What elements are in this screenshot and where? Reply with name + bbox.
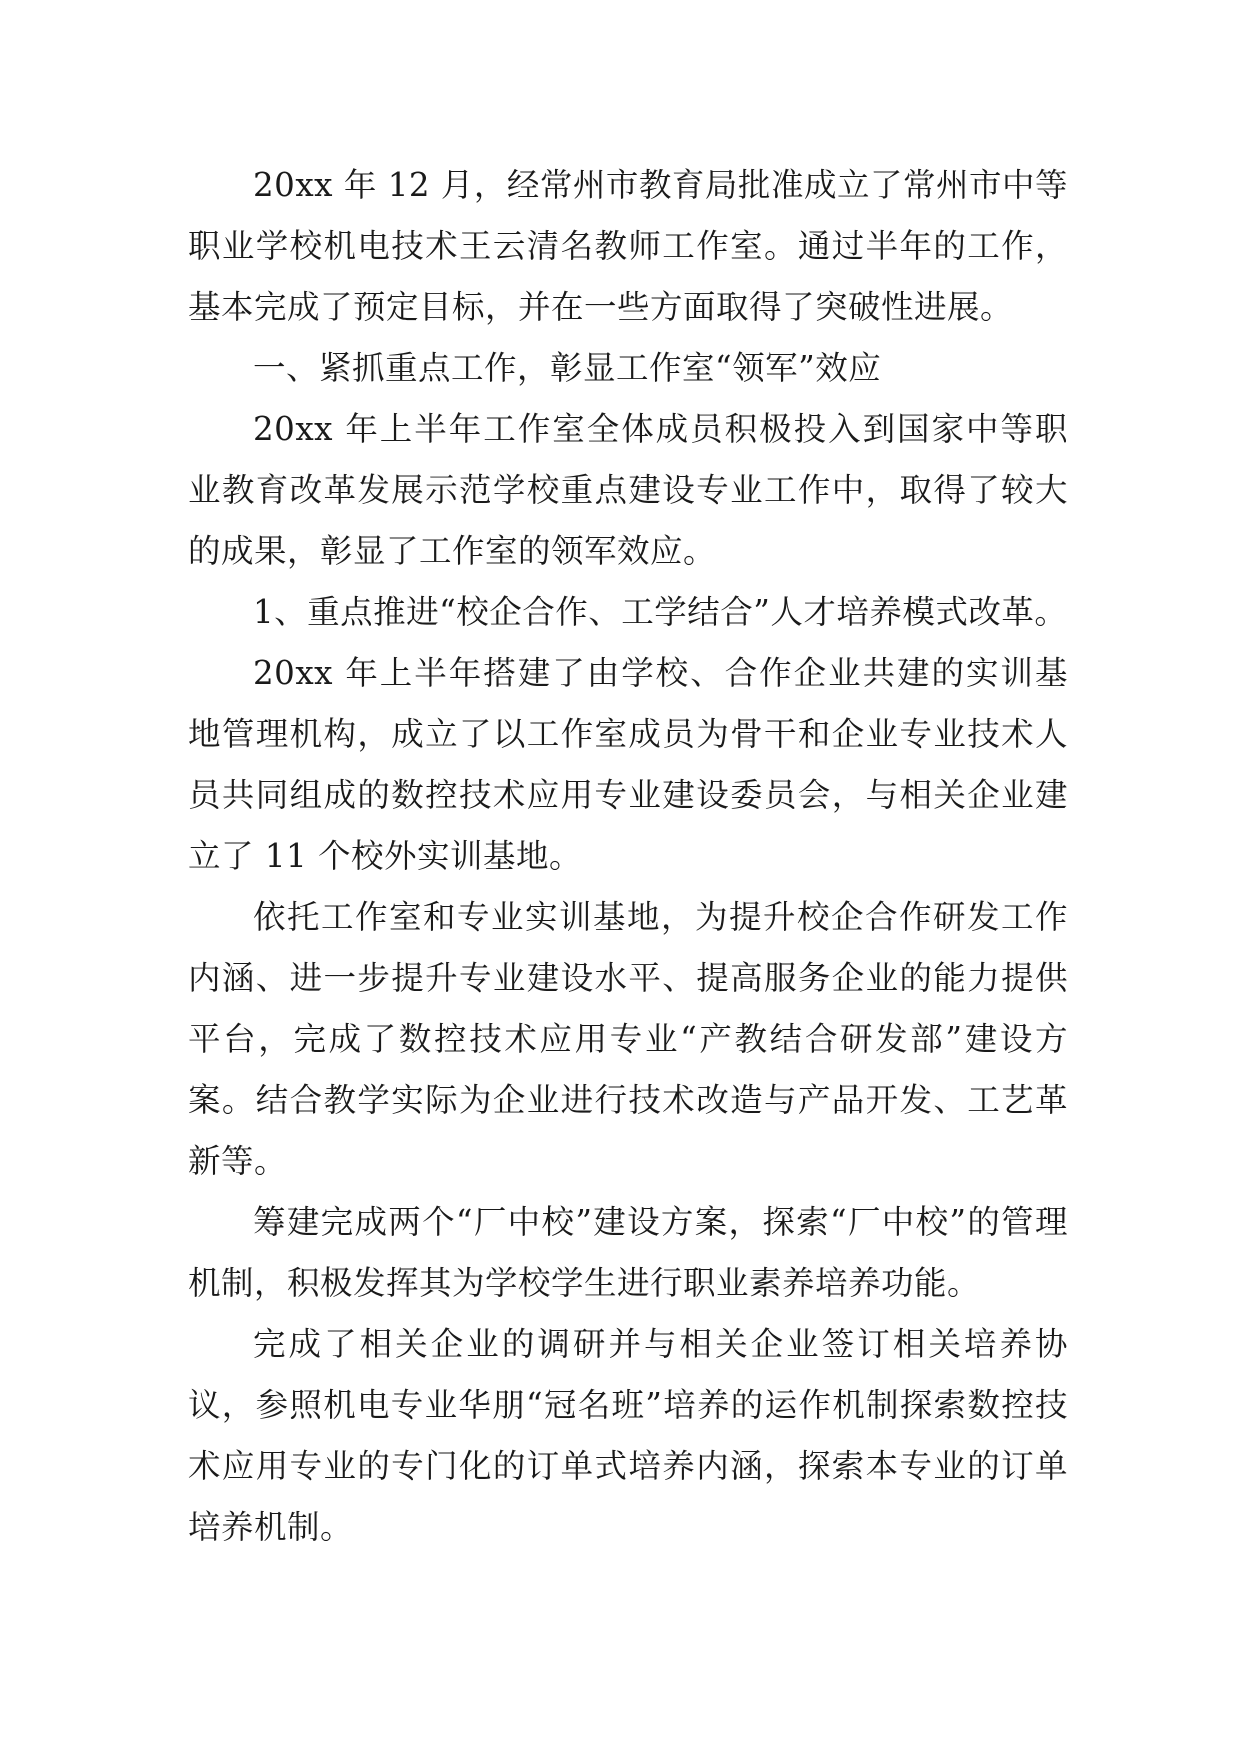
body-paragraph: 20xx 年上半年搭建了由学校、合作企业共建的实训基地管理机构，成立了以工作室成员为骨干和企业专业技术人员共同组成的数控技术应用专业建设委员会，与相关企业建立了 11 个校外实训基地。: [188, 654, 1068, 875]
document-page: [188, 155, 1068, 1558]
body-paragraph: 20xx 年上半年工作室全体成员积极投入到国家中等职业教育改革发展示范学校重点建设专业工作中，取得了较大的成果，彰显了工作室的领军效应。: [188, 410, 1068, 570]
body-paragraph: 依托工作室和专业实训基地，为提升校企合作研发工作内涵、进一步提升专业建设水平、提高服务企业的能力提供平台，完成了数控技术应用专业“产教结合研发部”建设方案。结合教学实际为企业进行技术改造与产品开发、工艺革新等。: [188, 898, 1068, 1180]
intro-paragraph: 20xx 年 12 月，经常州市教育局批准成立了常州市中等职业学校机电技术王云清名教师工作室。通过半年的工作，基本完成了预定目标，并在一些方面取得了突破性进展。: [188, 166, 1068, 326]
section-heading: 一、紧抓重点工作，彰显工作室“领军”效应: [253, 349, 882, 387]
body-paragraph: 筹建完成两个“厂中校”建设方案，探索“厂中校”的管理机制，积极发挥其为学校学生进行职业素养培养功能。: [188, 1203, 1068, 1302]
body-paragraph: 完成了相关企业的调研并与相关企业签订相关培养协议，参照机电专业华朋“冠名班”培养的运作机制探索数控技术应用专业的专门化的订单式培养内涵，探索本专业的订单培养机制。: [188, 1325, 1068, 1546]
subsection-heading: 1、重点推进“校企合作、工学结合”人才培养模式改革。: [253, 593, 1068, 631]
